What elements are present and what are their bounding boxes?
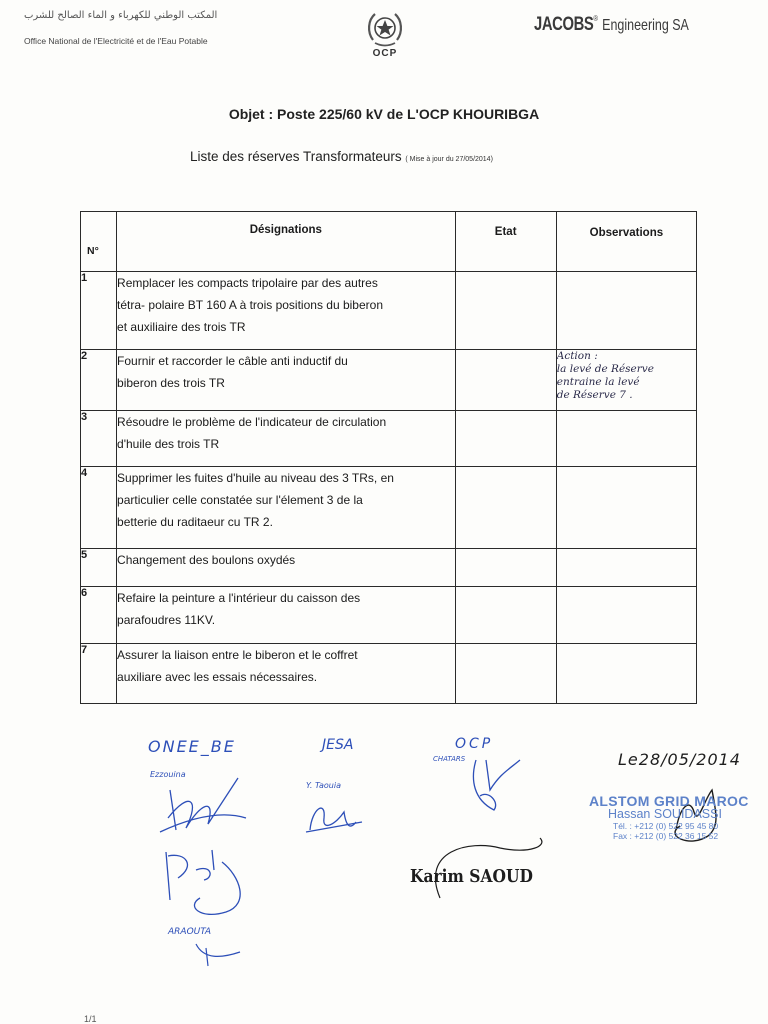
row-designation	[117, 587, 456, 644]
row-designation	[117, 350, 456, 411]
jacobs-reg-mark: ®	[593, 14, 599, 23]
row-number: 6	[81, 587, 117, 644]
row-etat	[455, 411, 556, 467]
onee-signature-label: ONEE_BE	[148, 737, 236, 756]
header-etat: Etat	[455, 212, 556, 272]
designation-line: particulier celle constatée sur l'élement 3 de la	[117, 493, 363, 507]
chatars-label: CHATARS	[433, 755, 466, 763]
designation-line: Remplacer les compacts tripolaire par des autres	[117, 276, 378, 290]
designation-line: betterie du raditaeur cu TR 2.	[117, 515, 273, 529]
row-observation	[556, 467, 696, 549]
designation-line: Fournir et raccorder le câble anti inductif du	[117, 354, 348, 368]
table-row	[81, 350, 697, 411]
row-number: 7	[81, 644, 117, 704]
designation-line: d'huile des trois TR	[117, 437, 220, 451]
stamp-fax: Fax : +212 (0) 522 36 15 52	[613, 831, 719, 841]
row-number: 5	[81, 549, 117, 587]
row-number: 1	[81, 272, 117, 350]
row-etat	[455, 644, 556, 704]
row-designation	[117, 644, 456, 704]
table-row	[81, 272, 697, 350]
designation-line: parafoudres 11KV.	[117, 613, 216, 627]
row-observation	[556, 411, 696, 467]
row-observation	[556, 350, 696, 411]
designation-line: et auxiliaire des trois TR	[117, 320, 246, 334]
row-number: 2	[81, 350, 117, 411]
document-subject: Objet : Poste 225/60 kV de L'OCP KHOURIBGA	[228, 106, 540, 122]
list-title	[190, 149, 493, 164]
table-row	[81, 467, 697, 549]
row-etat	[455, 549, 556, 587]
lower-left-signature	[166, 850, 240, 914]
header-number: N°	[81, 212, 117, 272]
row-number: 4	[81, 467, 117, 549]
alstom-stamp	[589, 793, 749, 841]
onee-french-name: Office National de l'Electricité et de l'Eau Potable	[24, 36, 208, 46]
ezzouina-label: Ezzouina	[150, 770, 186, 779]
observation-line: de Réserve 7 .	[556, 389, 633, 401]
row-designation	[117, 549, 456, 587]
designation-line: Refaire la peinture a l'intérieur du caisson des	[117, 591, 361, 605]
observation-line: entraine la levé	[556, 376, 640, 388]
row-observation	[556, 272, 696, 350]
list-title-text: Liste des réserves Transformateurs	[190, 149, 402, 164]
table-header-row	[81, 212, 697, 272]
row-number: 3	[81, 411, 117, 467]
jacobs-brand: JACOBS	[534, 14, 594, 35]
jacobs-logo	[534, 14, 689, 36]
ocp-emblem-icon	[365, 10, 405, 48]
table-row	[81, 549, 697, 587]
row-etat	[455, 467, 556, 549]
stamp-company: ALSTOM GRID MAROC	[589, 793, 749, 809]
jesa-signature-label: JESA	[322, 737, 354, 753]
designation-line: biberon des trois TR	[117, 376, 225, 390]
row-observation	[556, 587, 696, 644]
observation-line: la levé de Réserve	[556, 363, 654, 375]
ocp-logo-text: OCP	[372, 48, 398, 59]
table-row	[81, 587, 697, 644]
ocp-signature-label: OCP	[455, 736, 494, 752]
signature-date: Le28/05/2014	[618, 750, 741, 769]
onee-arabic-name: المكتب الوطني للكهرباء و الماء الصالح للشرب	[24, 10, 218, 21]
y-taouia-label: Y. Taouia	[306, 781, 341, 790]
row-designation	[117, 411, 456, 467]
row-observation	[556, 644, 696, 704]
karim-saoud-stamp: Karim SAOUD	[410, 866, 533, 887]
observation-line: Action :	[556, 350, 598, 362]
ocp-signature	[473, 760, 520, 810]
row-etat	[455, 350, 556, 411]
page-number: 1/1	[84, 1014, 97, 1024]
jacobs-suffix: Engineering SA	[602, 17, 689, 34]
araouta-label: ARAOUTA	[168, 927, 212, 937]
designation-line: Assurer la liaison entre le biberon et le coffret	[117, 648, 358, 662]
designation-line: auxiliare avec les essais nécessaires.	[117, 670, 318, 684]
row-etat	[455, 587, 556, 644]
onee-signature-scribble	[160, 778, 246, 832]
row-observation	[556, 549, 696, 587]
designation-line: Supprimer les fuites d'huile au niveau des 3 TRs, en	[117, 471, 394, 485]
row-designation	[117, 467, 456, 549]
table-row	[81, 411, 697, 467]
row-etat	[455, 272, 556, 350]
araouta-flourish	[196, 944, 240, 966]
table-row	[81, 644, 697, 704]
header-designations: Désignations	[117, 212, 456, 272]
designation-line: tétra- polaire BT 160 A à trois positions du biberon	[117, 298, 383, 312]
header-observations: Observations	[556, 212, 696, 272]
stamp-tel: Tél. : +212 (0) 522 95 45 80	[613, 821, 719, 831]
ocp-logo	[350, 10, 420, 70]
row-designation	[117, 272, 456, 350]
designation-line: Changement des boulons oxydés	[117, 553, 296, 567]
update-note: ( Mise à jour du 27/05/2014)	[405, 156, 493, 163]
jesa-signature	[306, 808, 362, 832]
designation-line: Résoudre le problème de l'indicateur de circulation	[117, 415, 387, 429]
reserves-table	[80, 211, 697, 704]
stamp-name: Hassan SOUIDASSI	[608, 807, 722, 821]
